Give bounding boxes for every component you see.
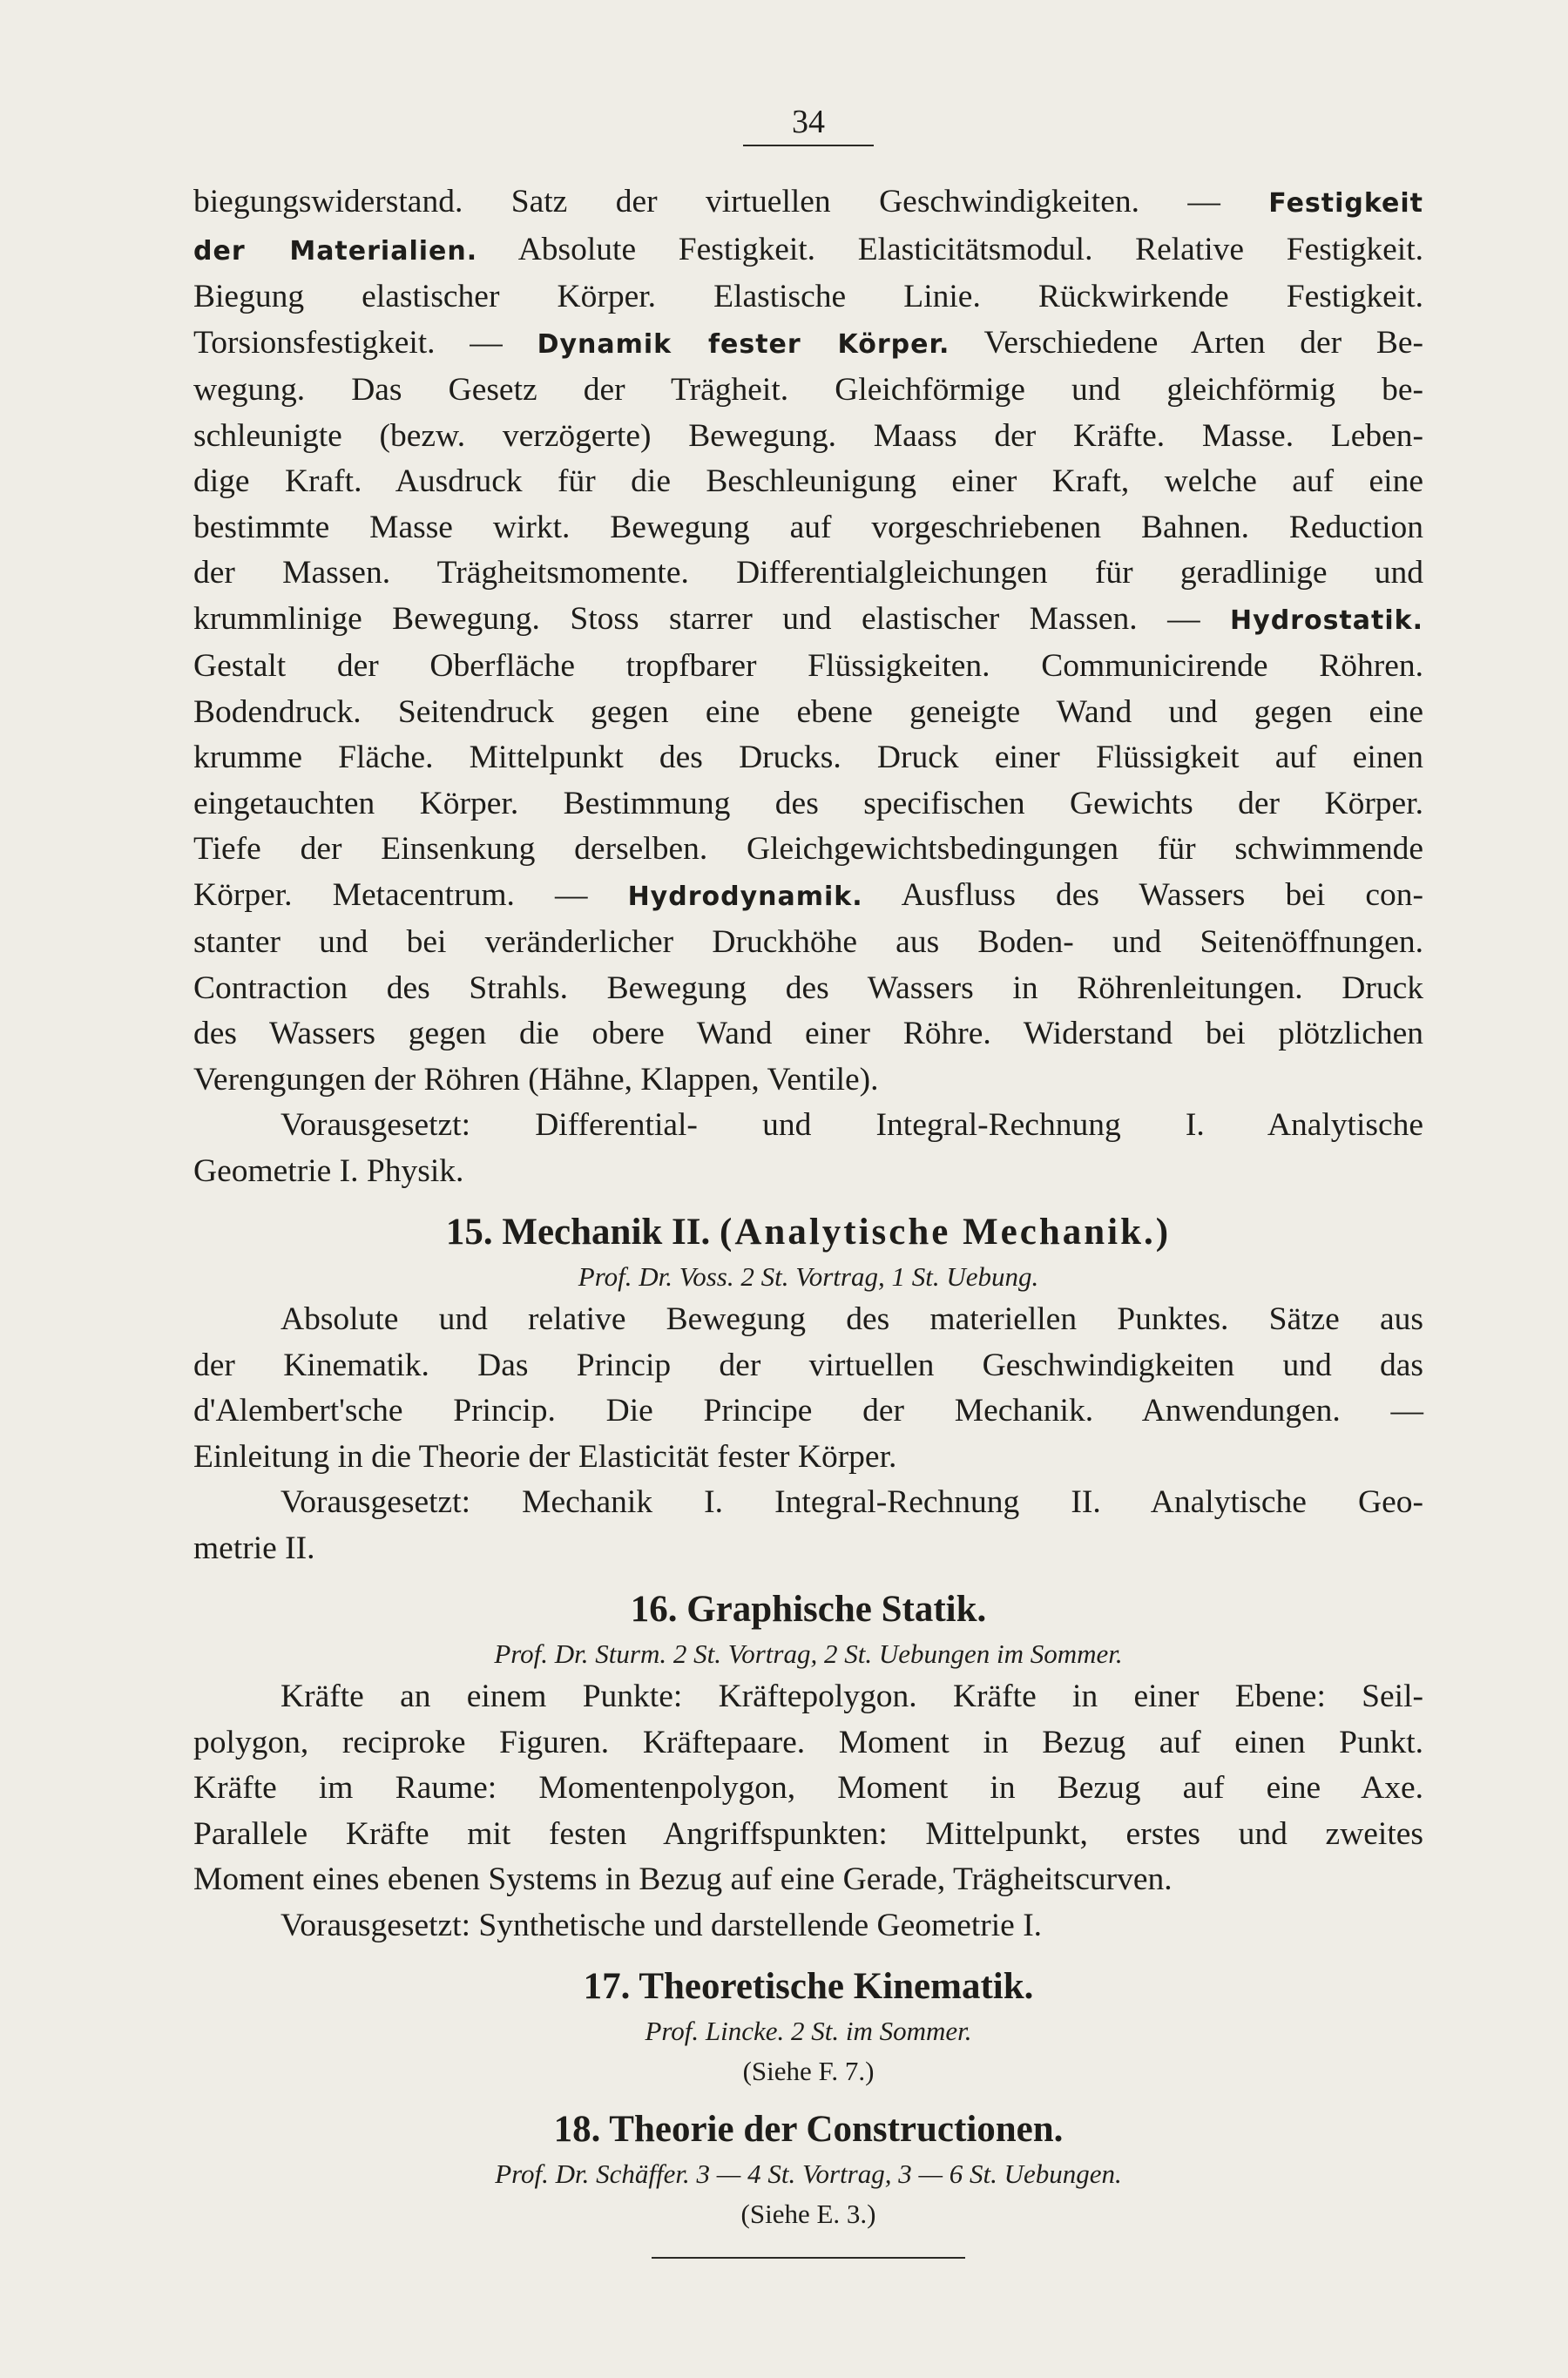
course-sections: [193, 1208, 1423, 2234]
section-title: 18. Theorie der Constructionen.: [553, 2109, 1064, 2150]
intro-line: [193, 1057, 1423, 1104]
page-number: 34: [792, 104, 825, 140]
line-text: bestimmte Masse wirkt. Bewegung auf vorgeschriebenen Bahnen. Reduction: [193, 509, 1423, 545]
line-text: Torsionsfestigkeit. —: [193, 324, 537, 361]
intro-line: [193, 1011, 1423, 1057]
section-title: 16. Graphische Statik.: [630, 1589, 987, 1630]
line-text: Verschiedene Arten der Be-: [950, 324, 1423, 361]
intro-line: [193, 827, 1423, 873]
description-line: Parallele Kräfte mit festen Angriffspunkten: Mittelpunkt, erstes und zweites: [193, 1815, 1423, 1852]
prerequisite-line: metrie II.: [193, 1530, 315, 1566]
intro-line: [193, 179, 1423, 227]
prerequisite-line: Geometrie I. Physik.: [193, 1152, 464, 1189]
course-section: [193, 1208, 1423, 1571]
section-heading: [193, 1963, 1423, 2011]
intro-line: [193, 459, 1423, 505]
intro-line: [193, 274, 1423, 321]
line-text: Contraction des Strahls. Bewegung des Wassers in Röhrenleitungen. Druck: [193, 969, 1423, 1006]
section-description: [193, 1297, 1423, 1480]
line-text: Biegung elastischer Körper. Elastische Linie. Rückwirkende Festigkeit.: [193, 279, 1423, 314]
section-description: [193, 1674, 1423, 1903]
intro-line: [193, 920, 1423, 966]
prerequisite-line: Vorausgesetzt: Synthetische und darstellende Geometrie I.: [280, 1907, 1043, 1943]
description-line: Einleitung in die Theorie der Elasticität fester Körper.: [193, 1438, 897, 1475]
topic-heading: Festigkeit: [1268, 188, 1423, 219]
line-text: stanter und bei veränderlicher Druckhöhe aus Boden- und Seitenöffnungen.: [193, 924, 1423, 960]
page-number-rule: [743, 145, 874, 146]
line-text: krumme Fläche. Mittelpunkt des Drucks. Druck einer Flüssigkeit auf einen: [193, 740, 1423, 775]
section-title: 17. Theoretische Kinematik.: [583, 1966, 1034, 2007]
intro-line: [193, 505, 1423, 551]
intro-line: [193, 597, 1423, 645]
line-text: biegungswiderstand. Satz der virtuellen Geschwindigkeiten. —: [193, 184, 1269, 220]
line-text: der Massen. Trägheitsmomente. Differentialgleichungen für geradlinige und: [193, 555, 1423, 591]
professor-line: Prof. Dr. Voss. 2 St. Vortrag, 1 St. Uebung.: [578, 1261, 1039, 1292]
course-section: [193, 2105, 1423, 2234]
description-line: Moment eines ebenen Systems in Bezug auf eine Gerade, Trägheitscurven.: [193, 1861, 1173, 1897]
professor-line: Prof. Lincke. 2 St. im Sommer.: [645, 2016, 972, 2046]
section-heading: [193, 2105, 1423, 2154]
topic-heading: Dynamik fester Körper.: [537, 328, 950, 360]
intro-line: [193, 644, 1423, 690]
intro-line: [193, 551, 1423, 597]
line-text: Gestalt der Oberfläche tropfbarer Flüssigkeiten. Communicirende Röhren.: [193, 648, 1423, 684]
intro-line: [193, 368, 1423, 414]
topic-heading: Hydrostatik.: [1230, 605, 1423, 636]
cross-reference-note: (Siehe F. 7.): [742, 2056, 875, 2086]
intro-line: [193, 966, 1423, 1012]
line-text: Verengungen der Röhren (Hähne, Klappen, Ventile).: [193, 1061, 879, 1098]
section-heading: [193, 1208, 1423, 1257]
line-text: Bodendruck. Seitendruck gegen eine ebene geneigte Wand und gegen eine: [193, 693, 1423, 730]
line-text: krummlinige Bewegung. Stoss starrer und elastischer Massen. —: [193, 600, 1231, 637]
prerequisite-line: Vorausgesetzt: Mechanik I. Integral-Rechnung II. Analytische Geo-: [280, 1484, 1423, 1520]
line-text: Absolute Festigkeit. Elasticitätsmodul. Relative Festigkeit.: [477, 231, 1423, 267]
topic-heading: der Materialien.: [193, 235, 478, 267]
intro-paragraph: [193, 179, 1423, 1103]
intro-line: [193, 781, 1423, 828]
intro-line: [193, 414, 1423, 460]
professor-line: Prof. Dr. Sturm. 2 St. Vortrag, 2 St. Uebungen im Sommer.: [494, 1638, 1123, 1669]
description-line: Kräfte an einem Punkte: Kräftepolygon. Kräfte in einer Ebene: Seil-: [280, 1679, 1423, 1714]
end-rule: [652, 2257, 965, 2259]
description-line: d'Alembert'sche Princip. Die Principe der Mechanik. Anwendungen. —: [193, 1393, 1423, 1429]
line-text: dige Kraft. Ausdruck für die Beschleunigung einer Kraft, welche auf eine: [193, 463, 1423, 499]
line-text: wegung. Das Gesetz der Trägheit. Gleichförmige und gleichförmig be-: [193, 372, 1423, 408]
line-text: Ausfluss des Wassers bei con-: [862, 876, 1424, 913]
prerequisite-line: Vorausgesetzt: Differential- und Integral-Rechnung I. Analytische: [280, 1107, 1423, 1143]
page: [193, 105, 1423, 2259]
section-title: 15. Mechanik II.: [445, 1212, 711, 1253]
line-text: Körper. Metacentrum. —: [193, 876, 628, 913]
section-prerequisites: [193, 1480, 1423, 1571]
line-text: des Wassers gegen die obere Wand einer Röhre. Widerstand bei plötzlichen: [193, 1016, 1423, 1051]
line-text: eingetauchten Körper. Bestimmung des specifischen Gewichts der Körper.: [193, 785, 1423, 821]
description-line: der Kinematik. Das Princip der virtuellen Geschwindigkeiten und das: [193, 1347, 1423, 1383]
topic-heading: Hydrodynamik.: [627, 881, 863, 912]
section-prerequisites: [193, 1903, 1423, 1949]
intro-line: [193, 321, 1423, 368]
professor-line: Prof. Dr. Schäffer. 3 — 4 St. Vortrag, 3 — 6 St. Uebungen.: [495, 2158, 1122, 2189]
section-subtitle: (Analytische Mechanik.): [720, 1212, 1172, 1253]
description-line: Absolute und relative Bewegung des materiellen Punktes. Sätze aus: [280, 1301, 1423, 1337]
cross-reference-note: (Siehe E. 3.): [740, 2199, 876, 2229]
intro-prerequisites: [193, 1103, 1423, 1194]
line-text: schleunigte (bezw. verzögerte) Bewegung. Maass der Kräfte. Masse. Leben-: [193, 417, 1423, 454]
description-line: Kräfte im Raume: Momentenpolygon, Moment in Bezug auf eine Axe.: [193, 1770, 1423, 1806]
intro-line: [193, 227, 1423, 275]
line-text: Tiefe der Einsenkung derselben. Gleichgewichtsbedingungen für schwimmende: [193, 831, 1423, 867]
description-line: polygon, reciproke Figuren. Kräftepaare. Moment in Bezug auf einen Punkt.: [193, 1724, 1423, 1760]
course-section: [193, 1585, 1423, 1949]
section-heading: [193, 1585, 1423, 1634]
course-section: [193, 1963, 1423, 2091]
intro-line: [193, 735, 1423, 781]
intro-line: [193, 873, 1423, 921]
intro-line: [193, 690, 1423, 736]
